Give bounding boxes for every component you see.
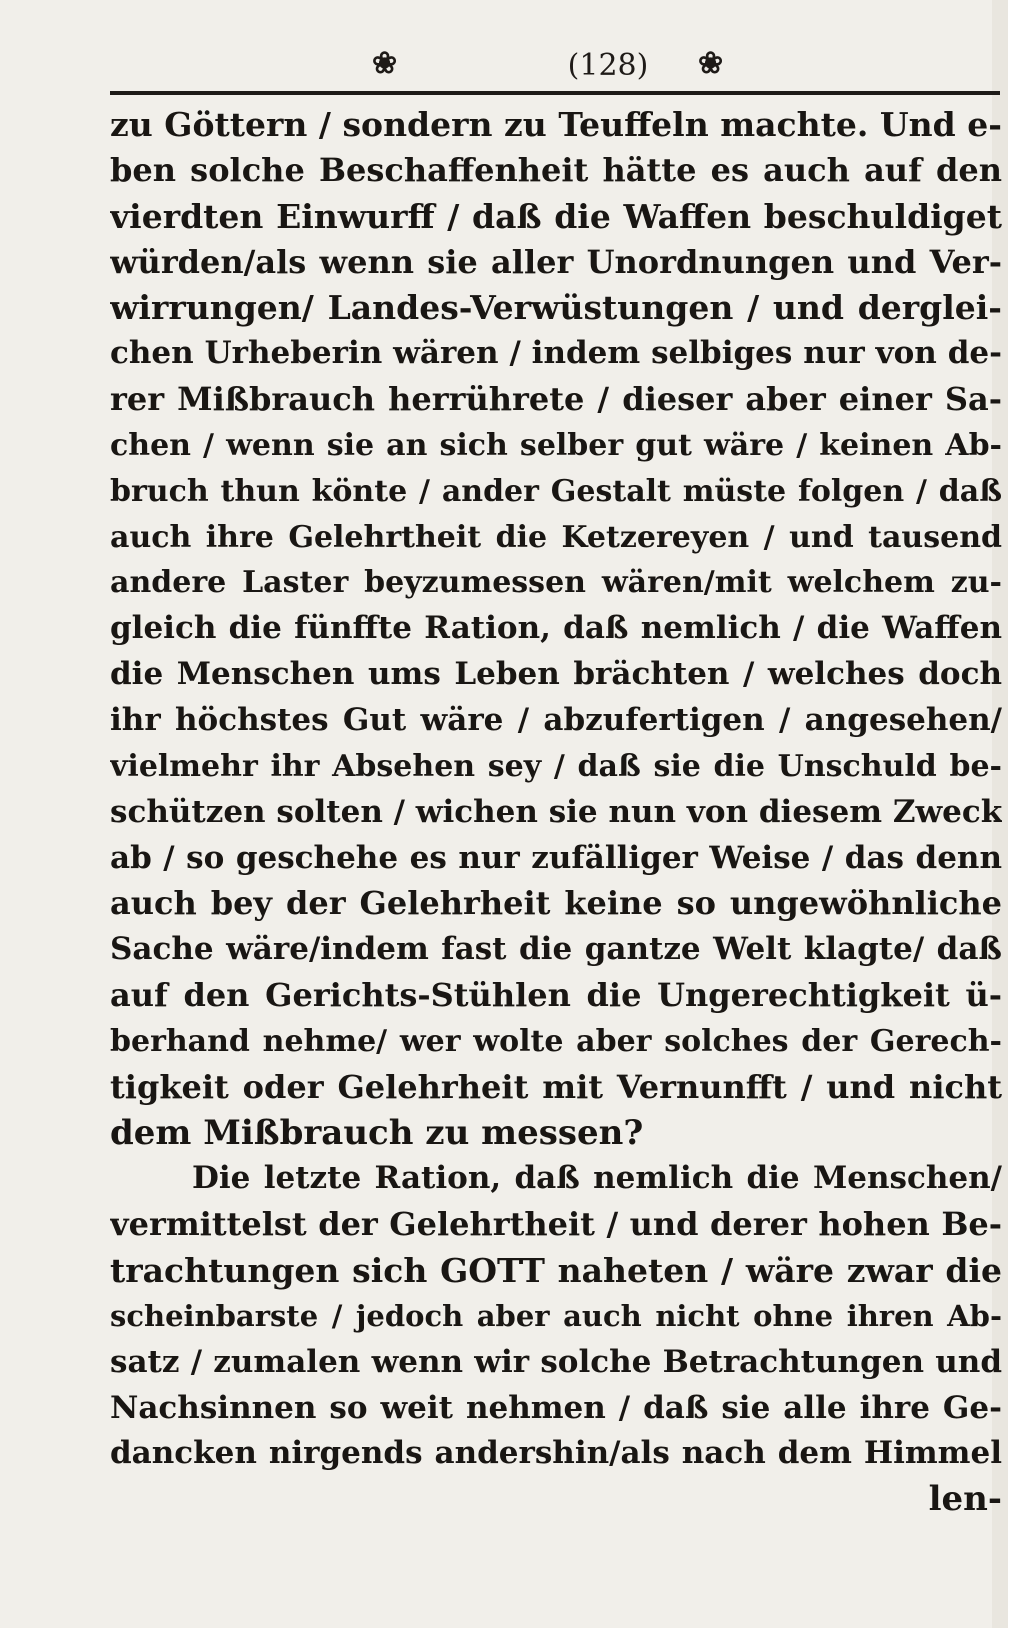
text-line: berhand nehme/ wer wolte aber solches der Gerech- — [110, 1023, 1002, 1059]
text-line: bruch thun könte / ander Gestalt müste folgen / daß — [110, 473, 1002, 509]
text-line: ab / so geschehe es nur zufälliger Weise / das denn — [110, 839, 1002, 876]
text-line: vermittelst der Gelehrtheit / und derer hohen Be- — [110, 1205, 1002, 1244]
text-line: auch bey der Gelehrheit keine so ungewöhnliche — [110, 884, 1002, 923]
body-text — [110, 102, 1002, 1523]
text-line: scheinbarste / jedoch aber auch nicht ohne ihren Ab- — [110, 1298, 1002, 1333]
text-line: dancken nirgends andershin/als nach dem Himmel — [110, 1435, 1002, 1472]
text-line: satz / zumalen wenn wir solche Betrachtungen und — [110, 1343, 1002, 1380]
page-header — [110, 42, 1000, 92]
text-line: vierdten Einwurff / daß die Waffen beschuldiget — [110, 196, 1002, 236]
text-line: auch ihre Gelehrtheit die Ketzereyen / und tausend — [110, 519, 1002, 555]
text-line: trachtungen sich GOTT naheten / wäre zwar die — [110, 1251, 1002, 1291]
text-line: vielmehr ihr Absehen sey / daß sie die Unschuld be- — [110, 748, 1002, 784]
text-line: Sache wäre/indem fast die gantze Welt klagte/ daß — [110, 931, 1002, 968]
text-line: würden/als wenn sie aller Unordnungen und Ver- — [110, 242, 1002, 281]
text-line: die Menschen ums Leben brächten / welches doch — [110, 656, 1002, 693]
text-line: rer Mißbrauch herrührete / dieser aber einer Sa- — [110, 380, 1002, 419]
text-line: andere Laster beyzumessen wären/mit welchem zu- — [110, 565, 1002, 601]
right-ornament-icon: ❀ — [698, 46, 721, 81]
text-line: chen / wenn sie an sich selber gut wäre / keinen Ab- — [110, 427, 1002, 463]
text-line: tigkeit oder Gelehrheit mit Vernunfft / und nicht — [110, 1067, 1002, 1106]
page-number: (128) — [567, 48, 649, 83]
text-line: wirrungen/ Landes-Verwüstungen / und derglei- — [110, 288, 1002, 328]
text-line: ihr höchstes Gut wäre / abzufertigen / angesehen/ — [110, 701, 1002, 738]
text-line: ben solche Beschaffenheit hätte es auch auf den — [110, 150, 1002, 189]
catchword: len- — [928, 1479, 1002, 1520]
text-line: chen Urheberin wären / indem selbiges nur von de- — [110, 335, 1002, 372]
text-line: auf den Gerichts-Stühlen die Ungerechtigkeit ü- — [110, 976, 1002, 1015]
text-line: zu Göttern / sondern zu Teuffeln machte. Und e- — [110, 105, 1002, 144]
header-rule — [110, 91, 1000, 95]
paragraph-end-line: dem Mißbrauch zu messen? — [110, 1112, 644, 1153]
left-ornament-icon: ❀ — [372, 46, 395, 81]
text-line: Nachsinnen so weit nehmen / daß sie alle ihre Ge- — [110, 1389, 1002, 1426]
text-line: schützen solten / wichen sie nun von diesem Zweck — [110, 793, 1002, 830]
text-line: gleich die fünffte Ration, daß nemlich / die Waffen — [110, 610, 1002, 647]
paragraph-start-line: Die letzte Ration, daß nemlich die Menschen/ — [192, 1160, 1002, 1197]
